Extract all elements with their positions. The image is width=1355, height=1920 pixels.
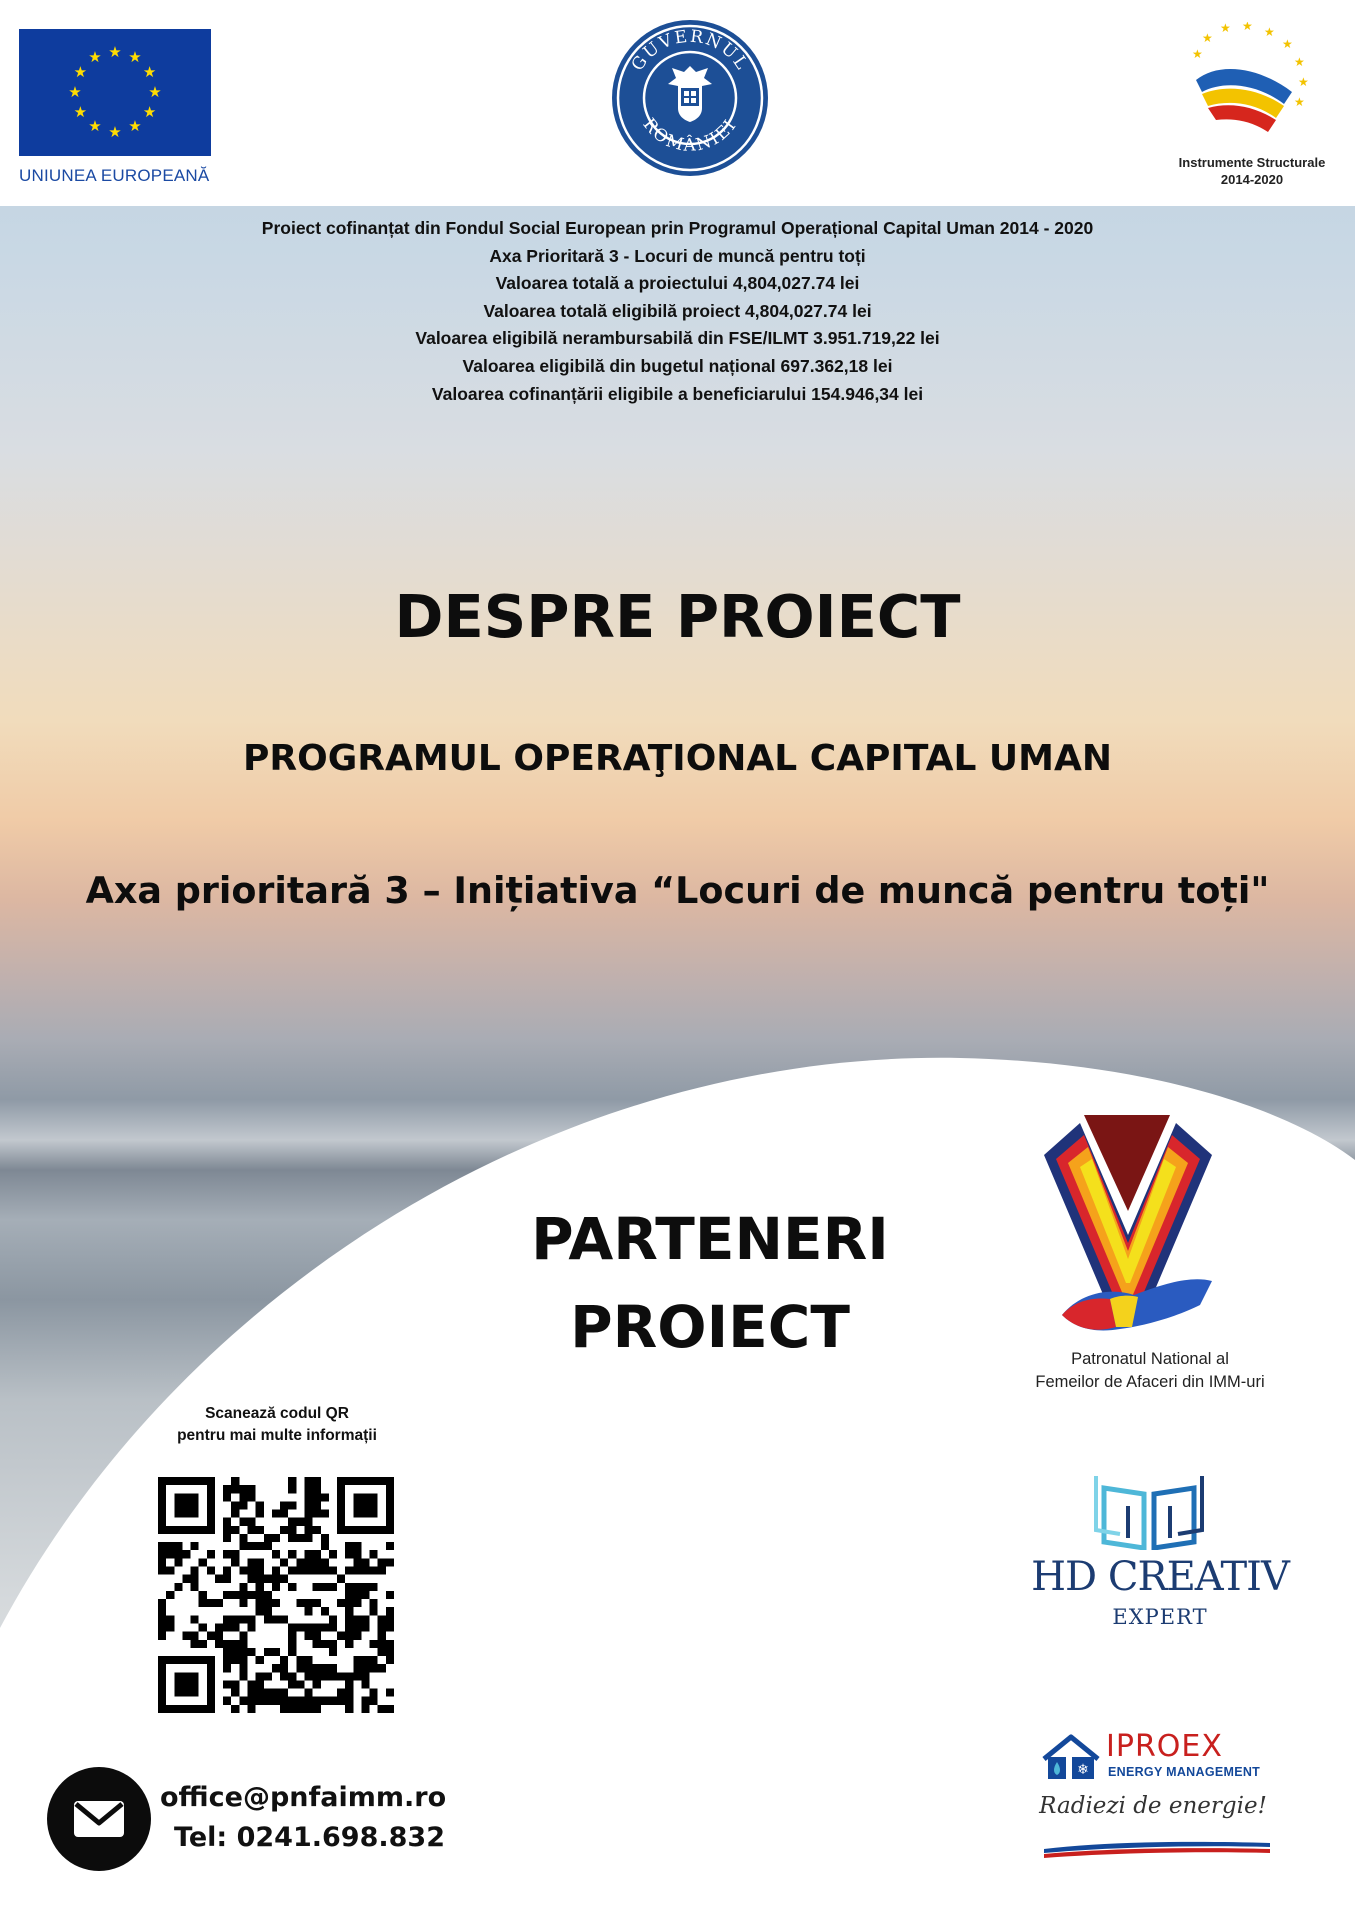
- iproex-sub: ENERGY MANAGEMENT: [1108, 1765, 1261, 1779]
- svg-text:★: ★: [1298, 75, 1309, 89]
- hd-creativ-sub: EXPERT: [1112, 1605, 1208, 1629]
- funding-info-line: Valoarea eligibilă din bugetul național 697.362,18 lei: [462, 355, 893, 376]
- page-title: DESPRE PROIECT: [394, 582, 961, 651]
- mail-circle[interactable]: [47, 1767, 151, 1871]
- funding-info-line: Valoarea cofinanțării eligibile a beneficiarului 154.946,34 lei: [431, 383, 924, 404]
- svg-text:GUVERNUL: GUVERNUL: [627, 26, 753, 75]
- axis-heading: Axa prioritară 3 – Inițiativa “Locuri de muncă pentru toți": [85, 869, 1270, 912]
- program-heading: PROGRAMUL OPERAŢIONAL CAPITAL UMAN: [243, 738, 1112, 779]
- svg-text:★: ★: [1264, 25, 1275, 39]
- qr-caption: Scanează codul QR pentru mai multe informații: [177, 1405, 377, 1444]
- eu-star-icon: ★: [142, 102, 157, 121]
- phone-number[interactable]: Tel: 0241.698.832: [174, 1822, 445, 1853]
- pnfaimm-logo-icon: [1040, 1115, 1215, 1335]
- eu-star-icon: ★: [148, 82, 162, 101]
- open-book-icon: [1090, 1468, 1208, 1550]
- funding-info-line: Valoarea eligibilă nerambursabilă din FSE/ILMT 3.951.719,22 lei: [415, 328, 940, 349]
- eu-star-icon: ★: [73, 62, 88, 81]
- funding-info-line: Valoarea totală eligibilă proiect 4,804,027.74 lei: [483, 300, 872, 321]
- iproex-house-icon: [1040, 1733, 1102, 1783]
- svg-text:★: ★: [1220, 22, 1231, 35]
- contact-block: [160, 1778, 446, 1858]
- eu-star-icon: ★: [128, 47, 142, 66]
- eu-star-icon: ★: [88, 117, 102, 136]
- eu-star-icon: ★: [68, 82, 82, 101]
- qr-code-icon[interactable]: [158, 1477, 394, 1713]
- instrumente-structurale-label: Instrumente Structurale 2014-2020: [1178, 155, 1326, 187]
- svg-text:★: ★: [1294, 55, 1305, 69]
- iproex-name: IPROEX: [1106, 1729, 1223, 1764]
- svg-text:★: ★: [1242, 22, 1253, 33]
- eu-label: UNIUNEA EUROPEANĂ: [19, 166, 210, 185]
- eu-star-icon: ★: [88, 47, 102, 66]
- funding-info-line: Valoarea totală a proiectului 4,804,027.74 lei: [495, 273, 860, 294]
- eu-star-icon: ★: [108, 42, 122, 61]
- iproex-swoosh-icon: [1040, 1835, 1274, 1861]
- eu-star-icon: ★: [142, 62, 157, 81]
- hd-creativ-name: HD CREATIV: [1031, 1554, 1289, 1600]
- svg-text:❄: ❄: [1077, 1762, 1089, 1778]
- pnfaimm-label: Patronatul National al Femeilor de Afaceri din IMM-uri: [1035, 1350, 1265, 1391]
- svg-text:ROMÂNIEI: ROMÂNIEI: [638, 114, 742, 156]
- iproex-slogan: Radiezi de energie!: [1039, 1793, 1267, 1819]
- svg-text:★: ★: [1282, 37, 1293, 51]
- funding-info-line: Proiect cofinanțat din Fondul Social European prin Programul Operațional Capital Uman 2014 - 2020: [261, 218, 1094, 238]
- eu-star-icon: ★: [128, 117, 142, 136]
- partners-title: PARTENERI PROIECT: [531, 1205, 889, 1361]
- email-link[interactable]: office@pnfaimm.ro: [160, 1782, 447, 1813]
- eu-star-icon: ★: [73, 102, 88, 121]
- svg-text:★: ★: [1202, 31, 1213, 45]
- svg-text:★: ★: [1192, 47, 1203, 61]
- envelope-icon: [47, 1767, 151, 1871]
- svg-text:★: ★: [1294, 95, 1305, 109]
- eu-star-icon: ★: [108, 122, 122, 141]
- funding-info-line: Axa Prioritară 3 - Locuri de muncă pentru toți: [489, 245, 866, 266]
